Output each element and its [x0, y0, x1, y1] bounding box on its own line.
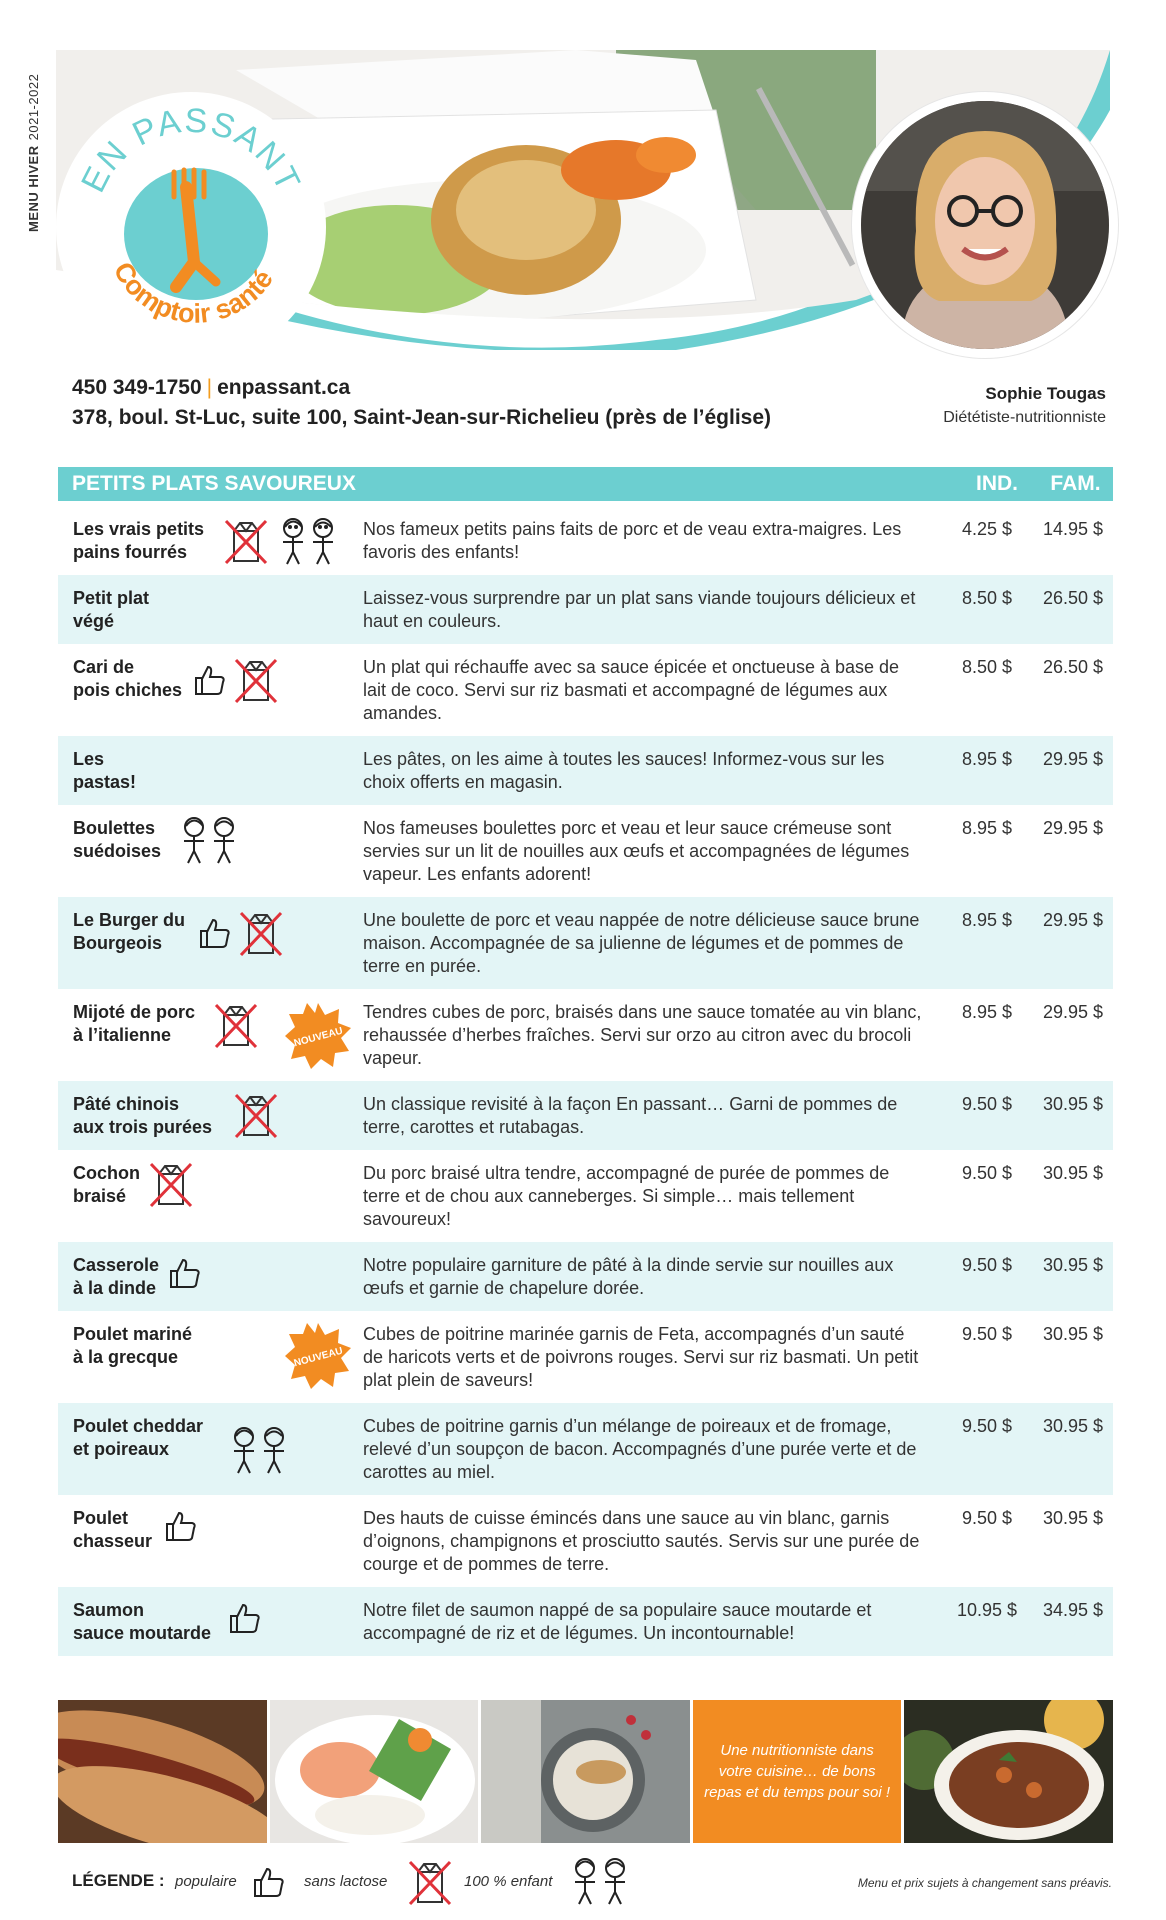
item-price-fam: 30.95 $ [1042, 1094, 1104, 1114]
item-price-ind: 8.95 $ [961, 1002, 1013, 1022]
legend-popular-label: populaire [175, 1873, 237, 1890]
item-price-fam: 14.95 $ [1042, 519, 1104, 539]
item-name: Petit plat végé [73, 588, 150, 631]
menu-item [58, 736, 1113, 805]
item-price-ind: 9.50 $ [961, 1416, 1013, 1436]
item-price-ind: 8.50 $ [961, 657, 1013, 677]
item-description: Des hauts de cuisse émincés dans une sauce au vin blanc, garnis d’oignons, champignons et prosciutto sautés. Servis sur une purée de courge et de pommes de terre. [363, 1508, 920, 1574]
item-name: Les pastas! [73, 749, 137, 792]
menu-item [58, 575, 1113, 644]
thumbs-up-icon [193, 663, 227, 697]
item-price-fam: 29.95 $ [1042, 818, 1104, 838]
column-fam-header: FAM. [1050, 472, 1101, 495]
item-price-ind: 8.95 $ [961, 749, 1013, 769]
lactose-free-icon [233, 1091, 279, 1139]
separator: | [206, 376, 213, 399]
item-description: Cubes de poitrine garnis d’un mélange de poireaux et de fromage, relevé d’un soupçon de bacon. Accompagnés d’une purée verte et de carottes au miel. [363, 1416, 917, 1482]
en-passant-logo [56, 92, 326, 362]
item-name: Cochon braisé [73, 1163, 140, 1206]
nouveau-badge [283, 1001, 353, 1071]
gallery-photo-sandwich [58, 1700, 267, 1843]
gallery-photo-stew [904, 1700, 1113, 1843]
item-description: Notre populaire garniture de pâté à la dinde servie sur nouilles aux œufs et garnie de chapelure dorée. [363, 1255, 894, 1298]
item-name: Casserole à la dinde [73, 1255, 160, 1298]
menu-item [58, 644, 1113, 736]
item-description: Tendres cubes de porc, braisés dans une sauce tomatée au vin blanc, rehaussée d’herbes fraîches. Servi sur orzo au citron avec du brocoli vapeur. [363, 1002, 922, 1068]
legend-kids-label: 100 % enfant [464, 1873, 553, 1890]
nouveau-badge [283, 1321, 353, 1391]
item-name: Poulet mariné à la grecque [73, 1324, 193, 1367]
item-name: Poulet chasseur [73, 1508, 153, 1551]
item-price-fam: 26.50 $ [1042, 657, 1104, 677]
lactose-free-icon [148, 1160, 194, 1208]
thumbs-up-icon [164, 1509, 198, 1543]
menu-item [58, 1403, 1113, 1495]
address: 378, boul. St-Luc, suite 100, Saint-Jean-sur-Richelieu (près de l’église) [72, 406, 772, 429]
menu-item [58, 1587, 1113, 1656]
menu-item [58, 1242, 1113, 1311]
kids-icon [176, 815, 242, 865]
lactose-free-icon [223, 517, 269, 565]
gallery-photo-chicken [481, 1700, 690, 1843]
logo-line1: EN PASSANT [74, 101, 308, 199]
thumbs-up-icon [228, 1601, 262, 1635]
promo-tile [693, 1700, 902, 1843]
season-label-year: 2021-2022 [26, 73, 41, 141]
item-price-ind: 9.50 $ [961, 1508, 1013, 1528]
nutritionist-title: Diététiste-nutritionniste [943, 409, 1106, 426]
website-link[interactable]: enpassant.ca [217, 376, 351, 399]
menu-item [58, 506, 1113, 575]
item-name: Le Burger du Bourgeois [73, 910, 186, 953]
item-description: Les pâtes, on les aime à toutes les sauces! Informez-vous sur les choix offerts en magasin. [363, 749, 885, 792]
item-price-ind: 10.95 $ [956, 1600, 1018, 1620]
nutritionist-photo [852, 92, 1118, 358]
item-name: Saumon sauce moutarde [73, 1600, 212, 1643]
logo-line2: Comptoir santé [107, 256, 279, 330]
item-price-fam: 30.95 $ [1042, 1324, 1104, 1344]
lactose-free-icon [233, 656, 279, 704]
item-price-fam: 29.95 $ [1042, 1002, 1104, 1022]
legend-disclaimer: Menu et prix sujets à changement sans préavis. [857, 1876, 1112, 1890]
item-name: Poulet cheddar et poireaux [73, 1416, 204, 1459]
menu-item [58, 897, 1113, 989]
nutritionist-name: Sophie Tougas [985, 384, 1106, 403]
section-title: PETITS PLATS SAVOUREUX [72, 472, 356, 495]
kids-icon [275, 516, 341, 566]
item-price-ind: 8.95 $ [961, 818, 1013, 838]
promo-text: Une nutritionniste dans votre cuisine… de bons repas et du temps pour soi ! [704, 1742, 891, 1801]
season-label-title: MENU HIVER [26, 145, 41, 232]
item-description: Nos fameux petits pains faits de porc et de veau extra-maigres. Les favoris des enfants! [363, 519, 902, 562]
legend-kids-icon [567, 1856, 633, 1906]
item-description: Nos fameuses boulettes porc et veau et leur sauce crémeuse sont servies sur un lit de nouilles aux œufs et accompagnées de légumes vapeur. Les enfants adorent! [363, 818, 910, 884]
item-price-ind: 9.50 $ [961, 1094, 1013, 1114]
kids-icon [226, 1425, 292, 1475]
contact-block [72, 376, 771, 430]
item-description: Un classique revisité à la façon En passant… Garni de pommes de terre, carottes et rutabagas. [363, 1094, 898, 1137]
logo-text [56, 92, 326, 362]
menu-item [58, 805, 1113, 897]
item-name: Les vrais petits pains fourrés [73, 519, 205, 562]
item-price-fam: 30.95 $ [1042, 1416, 1104, 1436]
item-name: Pâté chinois aux trois purées [73, 1094, 213, 1137]
thumbs-up-icon [168, 1256, 202, 1290]
item-name: Boulettes suédoises [73, 818, 162, 861]
thumbs-up-icon [198, 916, 232, 950]
item-price-ind: 9.50 $ [961, 1324, 1013, 1344]
svg-text:EN PASSANT [74, 102, 308, 199]
lactose-free-icon [213, 1001, 259, 1049]
legend-lactose-free-icon [407, 1858, 453, 1906]
menu-item [58, 989, 1113, 1081]
item-price-fam: 30.95 $ [1042, 1255, 1104, 1275]
item-price-ind: 9.50 $ [961, 1255, 1013, 1275]
item-price-fam: 30.95 $ [1042, 1163, 1104, 1183]
item-description: Notre filet de saumon nappé de sa populaire sauce moutarde et accompagné de riz et de légumes. Un incontournable! [363, 1600, 872, 1643]
item-price-fam: 29.95 $ [1042, 749, 1104, 769]
item-description: Une boulette de porc et veau nappée de notre délicieuse sauce brune maison. Accompagnée de sa julienne de légumes et de pommes de terre en purée. [363, 910, 920, 976]
item-price-ind: 8.50 $ [961, 588, 1013, 608]
menu-list [58, 506, 1113, 1656]
item-name: Mijoté de porc à l’italienne [73, 1002, 196, 1045]
item-price-fam: 26.50 $ [1042, 588, 1104, 608]
lactose-free-icon [238, 909, 284, 957]
gallery-photo-salmon [270, 1700, 479, 1843]
legend-heading: LÉGENDE : [72, 1871, 165, 1890]
item-price-ind: 9.50 $ [961, 1163, 1013, 1183]
item-description: Du porc braisé ultra tendre, accompagné de purée de pommes de terre et de chou aux canneberges. Si simple… mais tellement savoureux! [363, 1163, 890, 1229]
item-price-fam: 30.95 $ [1042, 1508, 1104, 1528]
portrait-image [861, 101, 1109, 349]
menu-item [58, 1495, 1113, 1587]
item-description: Laissez-vous surprendre par un plat sans viande toujours délicieux et haut en couleurs. [363, 588, 916, 631]
menu-item [58, 1150, 1113, 1242]
badge-text: NOUVEAU [292, 1025, 344, 1050]
menu-item [58, 1081, 1113, 1150]
item-price-fam: 29.95 $ [1042, 910, 1104, 930]
legend-thumbs-up-icon [252, 1865, 286, 1899]
item-description: Cubes de poitrine marinée garnis de Feta, accompagnés d’un sauté de haricots verts et de poivrons rouges. Servi sur riz basmati. Un petit plat plein de saveurs! [363, 1324, 919, 1390]
item-price-fam: 34.95 $ [1042, 1600, 1104, 1620]
photo-gallery [58, 1700, 1113, 1843]
item-name: Cari de pois chiches [73, 657, 183, 700]
nutritionist-caption [943, 384, 1106, 427]
item-description: Un plat qui réchauffe avec sa sauce épicée et onctueuse à base de lait de coco. Servi sur riz basmati et accompagné de légumes aux amandes. [363, 657, 900, 723]
svg-text:Comptoir santé [108, 257, 279, 329]
item-price-ind: 4.25 $ [961, 519, 1013, 539]
season-label [22, 50, 44, 250]
column-ind-header: IND. [976, 472, 1018, 495]
badge-text: NOUVEAU [292, 1345, 344, 1370]
menu-item [58, 1311, 1113, 1403]
item-price-ind: 8.95 $ [961, 910, 1013, 930]
section-header [58, 467, 1113, 501]
legend [72, 1860, 1122, 1904]
phone-number[interactable]: 450 349-1750 [72, 376, 202, 399]
legend-lactose-label: sans lactose [304, 1873, 388, 1890]
